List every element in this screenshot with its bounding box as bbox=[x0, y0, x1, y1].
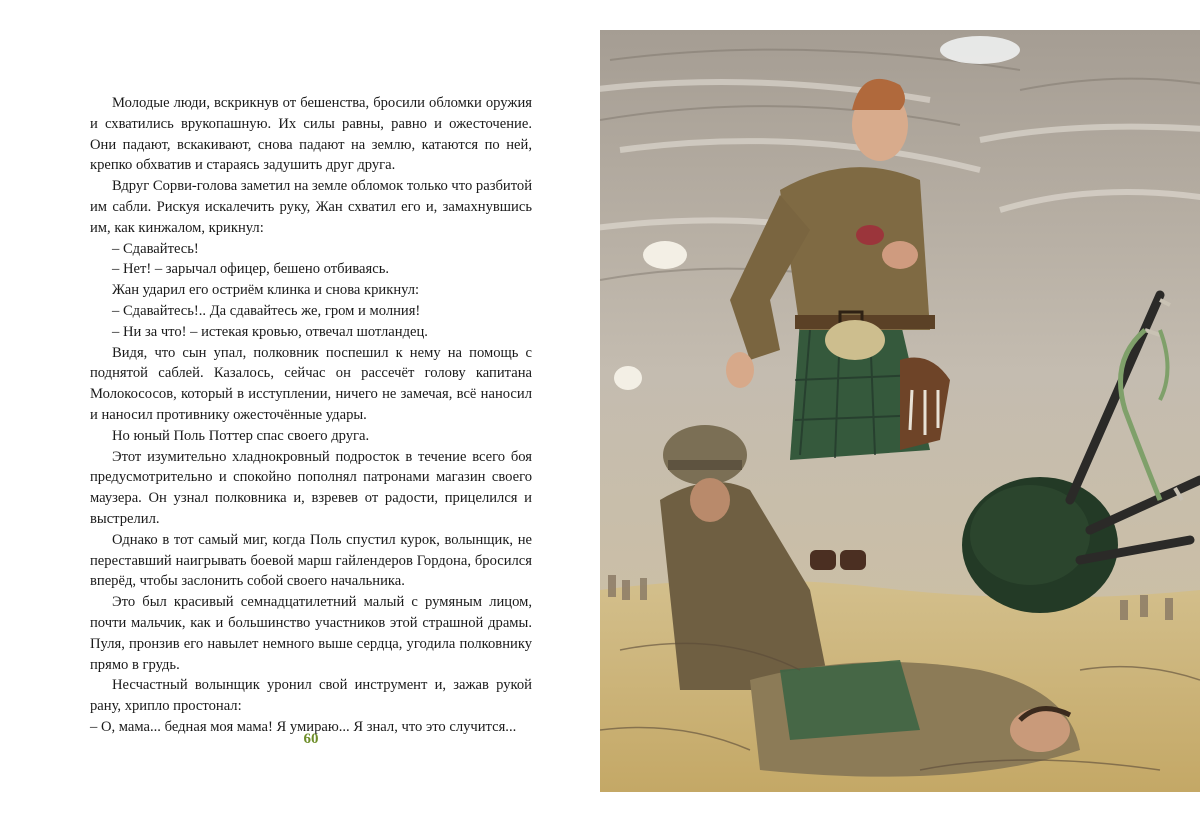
paragraph: Видя, что сын упал, полковник поспешил к нему на помощь с поднятой саблей. Казалось, сейчас он рассечёт голову капитана Молокососов, который в исступлении, ничего не замечая, всё наносил и наносил противнику ожесточённые удары. bbox=[90, 344, 532, 423]
page-number: 60 bbox=[303, 731, 319, 747]
paragraph: Но юный Поль Поттер спас своего друга. bbox=[112, 427, 370, 444]
paragraph: Несчастный волынщик уронил свой инструмент и, зажав рукой рану, хрипло простонал: bbox=[90, 677, 532, 715]
paragraph: Однако в тот самый миг, когда Поль спустил курок, волынщик, не переставший наигрывать боевой марш гайлендеров Гордона, бросился вперёд, чтобы заслонить собой своего начальника. bbox=[90, 531, 532, 590]
battle-illustration bbox=[600, 30, 1200, 792]
dialogue-line: – Сдавайтесь!.. Да сдавайтесь же, гром и молния! bbox=[112, 302, 421, 319]
paragraph: Это был красивый семнадцатилетний малый с румяным лицом, почти мальчик, как и большинство участников этой страшной драмы. Пуля, пронзив его навылет немного выше сердца, угодила полковнику прямо в грудь. bbox=[90, 594, 532, 673]
paragraph: Жан ударил его остриём клинка и снова крикнул: bbox=[112, 282, 420, 299]
dialogue-line: – О, мама... бедная моя мама! Я умираю... Я знал, что это случится... bbox=[90, 718, 517, 735]
main-text bbox=[90, 93, 532, 738]
dialogue-line: – Сдавайтесь! bbox=[112, 240, 199, 257]
dialogue-line: – Ни за что! – истекая кровью, отвечал шотландец. bbox=[112, 323, 428, 340]
dialogue-line: – Нет! – зарычал офицер, бешено отбиваясь. bbox=[112, 261, 390, 278]
paragraph: Этот изумительно хладнокровный подросток в течение всего боя предусмотрительно и спокойно пополнял патронами магазин своего маузера. Он узнал полковника и, взревев от радости, прицелился и выстрелил. bbox=[90, 448, 532, 527]
paragraph: Молодые люди, вскрикнув от бешенства, бросили обломки оружия и схватились врукопашную. Их силы равны, равно и ожесточение. Они падают, вскакивают, снова падают на землю, катаются по ней, крепко обхватив и стараясь задушить друг друга. bbox=[90, 95, 532, 174]
paragraph: Вдруг Сорви-голова заметил на земле обломок только что разбитой им сабли. Рискуя искалечить руку, Жан схватил его и, замахнувшись им, как кинжалом, крикнул: bbox=[90, 178, 532, 236]
